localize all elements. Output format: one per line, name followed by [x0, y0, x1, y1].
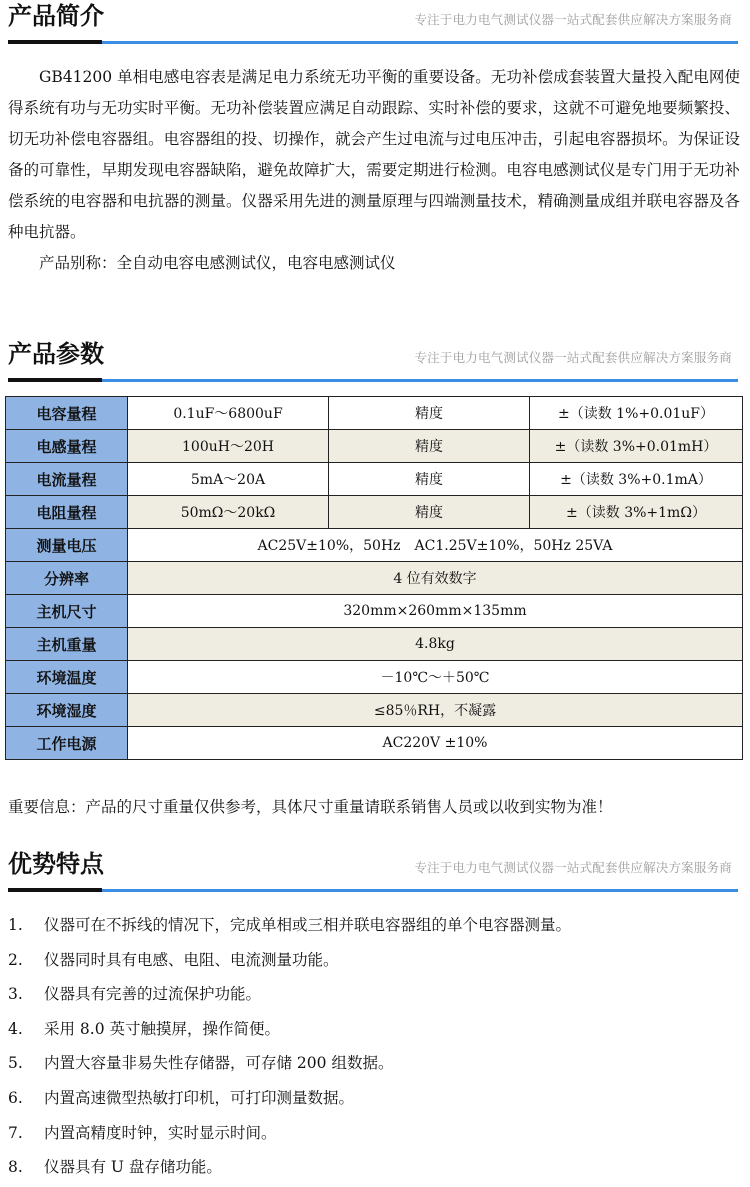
table-row — [6, 727, 743, 760]
param-accuracy-label: 精度 — [329, 397, 530, 430]
param-label: 环境温度 — [6, 661, 128, 694]
item-text: 内置大容量非易失性存储器，可存储 200 组数据。 — [44, 1054, 394, 1073]
param-label: 环境湿度 — [6, 694, 128, 727]
item-number: 2. — [8, 950, 23, 969]
param-label: 工作电源 — [6, 727, 128, 760]
important-note: 重要信息：产品的尺寸重量仅供参考，具体尺寸重量请联系销售人员或以收到实物为准！ — [8, 798, 613, 816]
intro-paragraph: GB41200 单相电感电容表是满足电力系统无功平衡的重要设备。无功补偿成套装置大量投入配电网使得系统有功与无功实时平衡。无功补偿装置应满足自动跟踪、实时补偿的要求，这就不可避免地要频繁投、切无功补偿电容器组。电容器组的投、切操作，就会产生过电流与过电压冲击，引起电容器损坏。为保证设备的可靠性，早期发现电容器缺陷，避免故障扩大，需要定期进行检测。电容电感测试仪是专门用于无功补偿系统的电容器和电抗器的测量。仪器采用先进的测量原理与四端测量技术，精确测量成组并联电容器及各种电抗器。 — [8, 68, 740, 241]
param-value: 4 位有效数字 — [128, 562, 743, 595]
param-label: 电流量程 — [6, 463, 128, 496]
features-section-header — [0, 848, 750, 900]
param-label: 测量电压 — [6, 529, 128, 562]
param-accuracy-label: 精度 — [329, 463, 530, 496]
item-number: 8. — [8, 1158, 23, 1177]
table-row — [6, 628, 743, 661]
header-rule — [102, 379, 738, 382]
table-row — [6, 397, 743, 430]
list-item — [8, 945, 571, 980]
features-title: 优势特点 — [8, 850, 104, 878]
item-number: 1. — [8, 916, 23, 934]
list-item — [8, 1014, 571, 1049]
item-text: 仪器具有 U 盘存储功能。 — [44, 1158, 222, 1177]
list-item — [8, 1048, 571, 1083]
param-accuracy-label: 精度 — [329, 430, 530, 463]
param-value: AC25V±10%，50Hz AC1.25V±10%，50Hz 25VA — [128, 529, 743, 562]
param-range: 0.1uF～6800uF — [128, 397, 329, 430]
param-label: 分辨率 — [6, 562, 128, 595]
list-item — [8, 1083, 571, 1118]
item-number: 6. — [8, 1088, 23, 1107]
param-accuracy: ±（读数 1%+0.01uF） — [530, 397, 743, 430]
list-item — [8, 910, 571, 945]
item-text: 内置高速微型热敏打印机，可打印测量数据。 — [44, 1088, 355, 1107]
header-rule — [102, 889, 738, 892]
item-number: 4. — [8, 1019, 23, 1038]
list-item — [8, 1118, 571, 1153]
item-text: 采用 8.0 英寸触摸屏，操作简便。 — [44, 1019, 281, 1038]
product-alias: 产品别称：全自动电容电感测试仪，电容电感测试仪 — [39, 254, 396, 272]
table-row — [6, 562, 743, 595]
feature-list — [8, 910, 571, 1187]
table-row — [6, 430, 743, 463]
title-underline — [8, 888, 102, 892]
table-row — [6, 463, 743, 496]
param-accuracy: ±（读数 3%+0.01mH） — [530, 430, 743, 463]
param-range: 100uH～20H — [128, 430, 329, 463]
params-section-header — [0, 338, 750, 390]
item-text: 仪器具有完善的过流保护功能。 — [44, 985, 262, 1004]
item-number: 5. — [8, 1054, 23, 1073]
table-row — [6, 529, 743, 562]
param-value: ≤85％RH，不凝露 — [128, 694, 743, 727]
intro-title: 产品简介 — [8, 2, 104, 30]
param-value: AC220V ±10% — [128, 727, 743, 760]
param-label: 主机尺寸 — [6, 595, 128, 628]
table-row — [6, 694, 743, 727]
params-title: 产品参数 — [8, 340, 104, 368]
param-value: 320mm×260mm×135mm — [128, 595, 743, 628]
title-underline — [8, 40, 102, 44]
param-accuracy: ±（读数 3%+1mΩ） — [530, 496, 743, 529]
slogan: 专注于电力电气测试仪器一站式配套供应解决方案服务商 — [414, 12, 732, 27]
list-item — [8, 1152, 571, 1187]
header-rule — [102, 41, 738, 44]
item-text: 仪器同时具有电感、电阻、电流测量功能。 — [44, 950, 339, 969]
list-item — [8, 979, 571, 1014]
param-accuracy: ±（读数 3%+0.1mA） — [530, 463, 743, 496]
title-underline — [8, 378, 102, 382]
params-table — [5, 396, 743, 760]
slogan: 专注于电力电气测试仪器一站式配套供应解决方案服务商 — [414, 350, 732, 365]
param-label: 电阻量程 — [6, 496, 128, 529]
intro-body — [8, 62, 740, 279]
item-number: 3. — [8, 985, 23, 1004]
param-label: 主机重量 — [6, 628, 128, 661]
item-text: 仪器可在不拆线的情况下，完成单相或三相并联电容器组的单个电容器测量。 — [44, 916, 572, 934]
param-range: 50mΩ～20kΩ — [128, 496, 329, 529]
intro-section-header — [0, 0, 750, 52]
item-text: 内置高精度时钟，实时显示时间。 — [44, 1123, 277, 1142]
param-value: 4.8kg — [128, 628, 743, 661]
slogan: 专注于电力电气测试仪器一站式配套供应解决方案服务商 — [414, 860, 732, 875]
param-range: 5mA～20A — [128, 463, 329, 496]
table-row — [6, 595, 743, 628]
param-accuracy-label: 精度 — [329, 496, 530, 529]
param-label: 电容量程 — [6, 397, 128, 430]
param-label: 电感量程 — [6, 430, 128, 463]
param-value: －10℃～＋50℃ — [128, 661, 743, 694]
table-row — [6, 661, 743, 694]
item-number: 7. — [8, 1123, 23, 1142]
table-row — [6, 496, 743, 529]
